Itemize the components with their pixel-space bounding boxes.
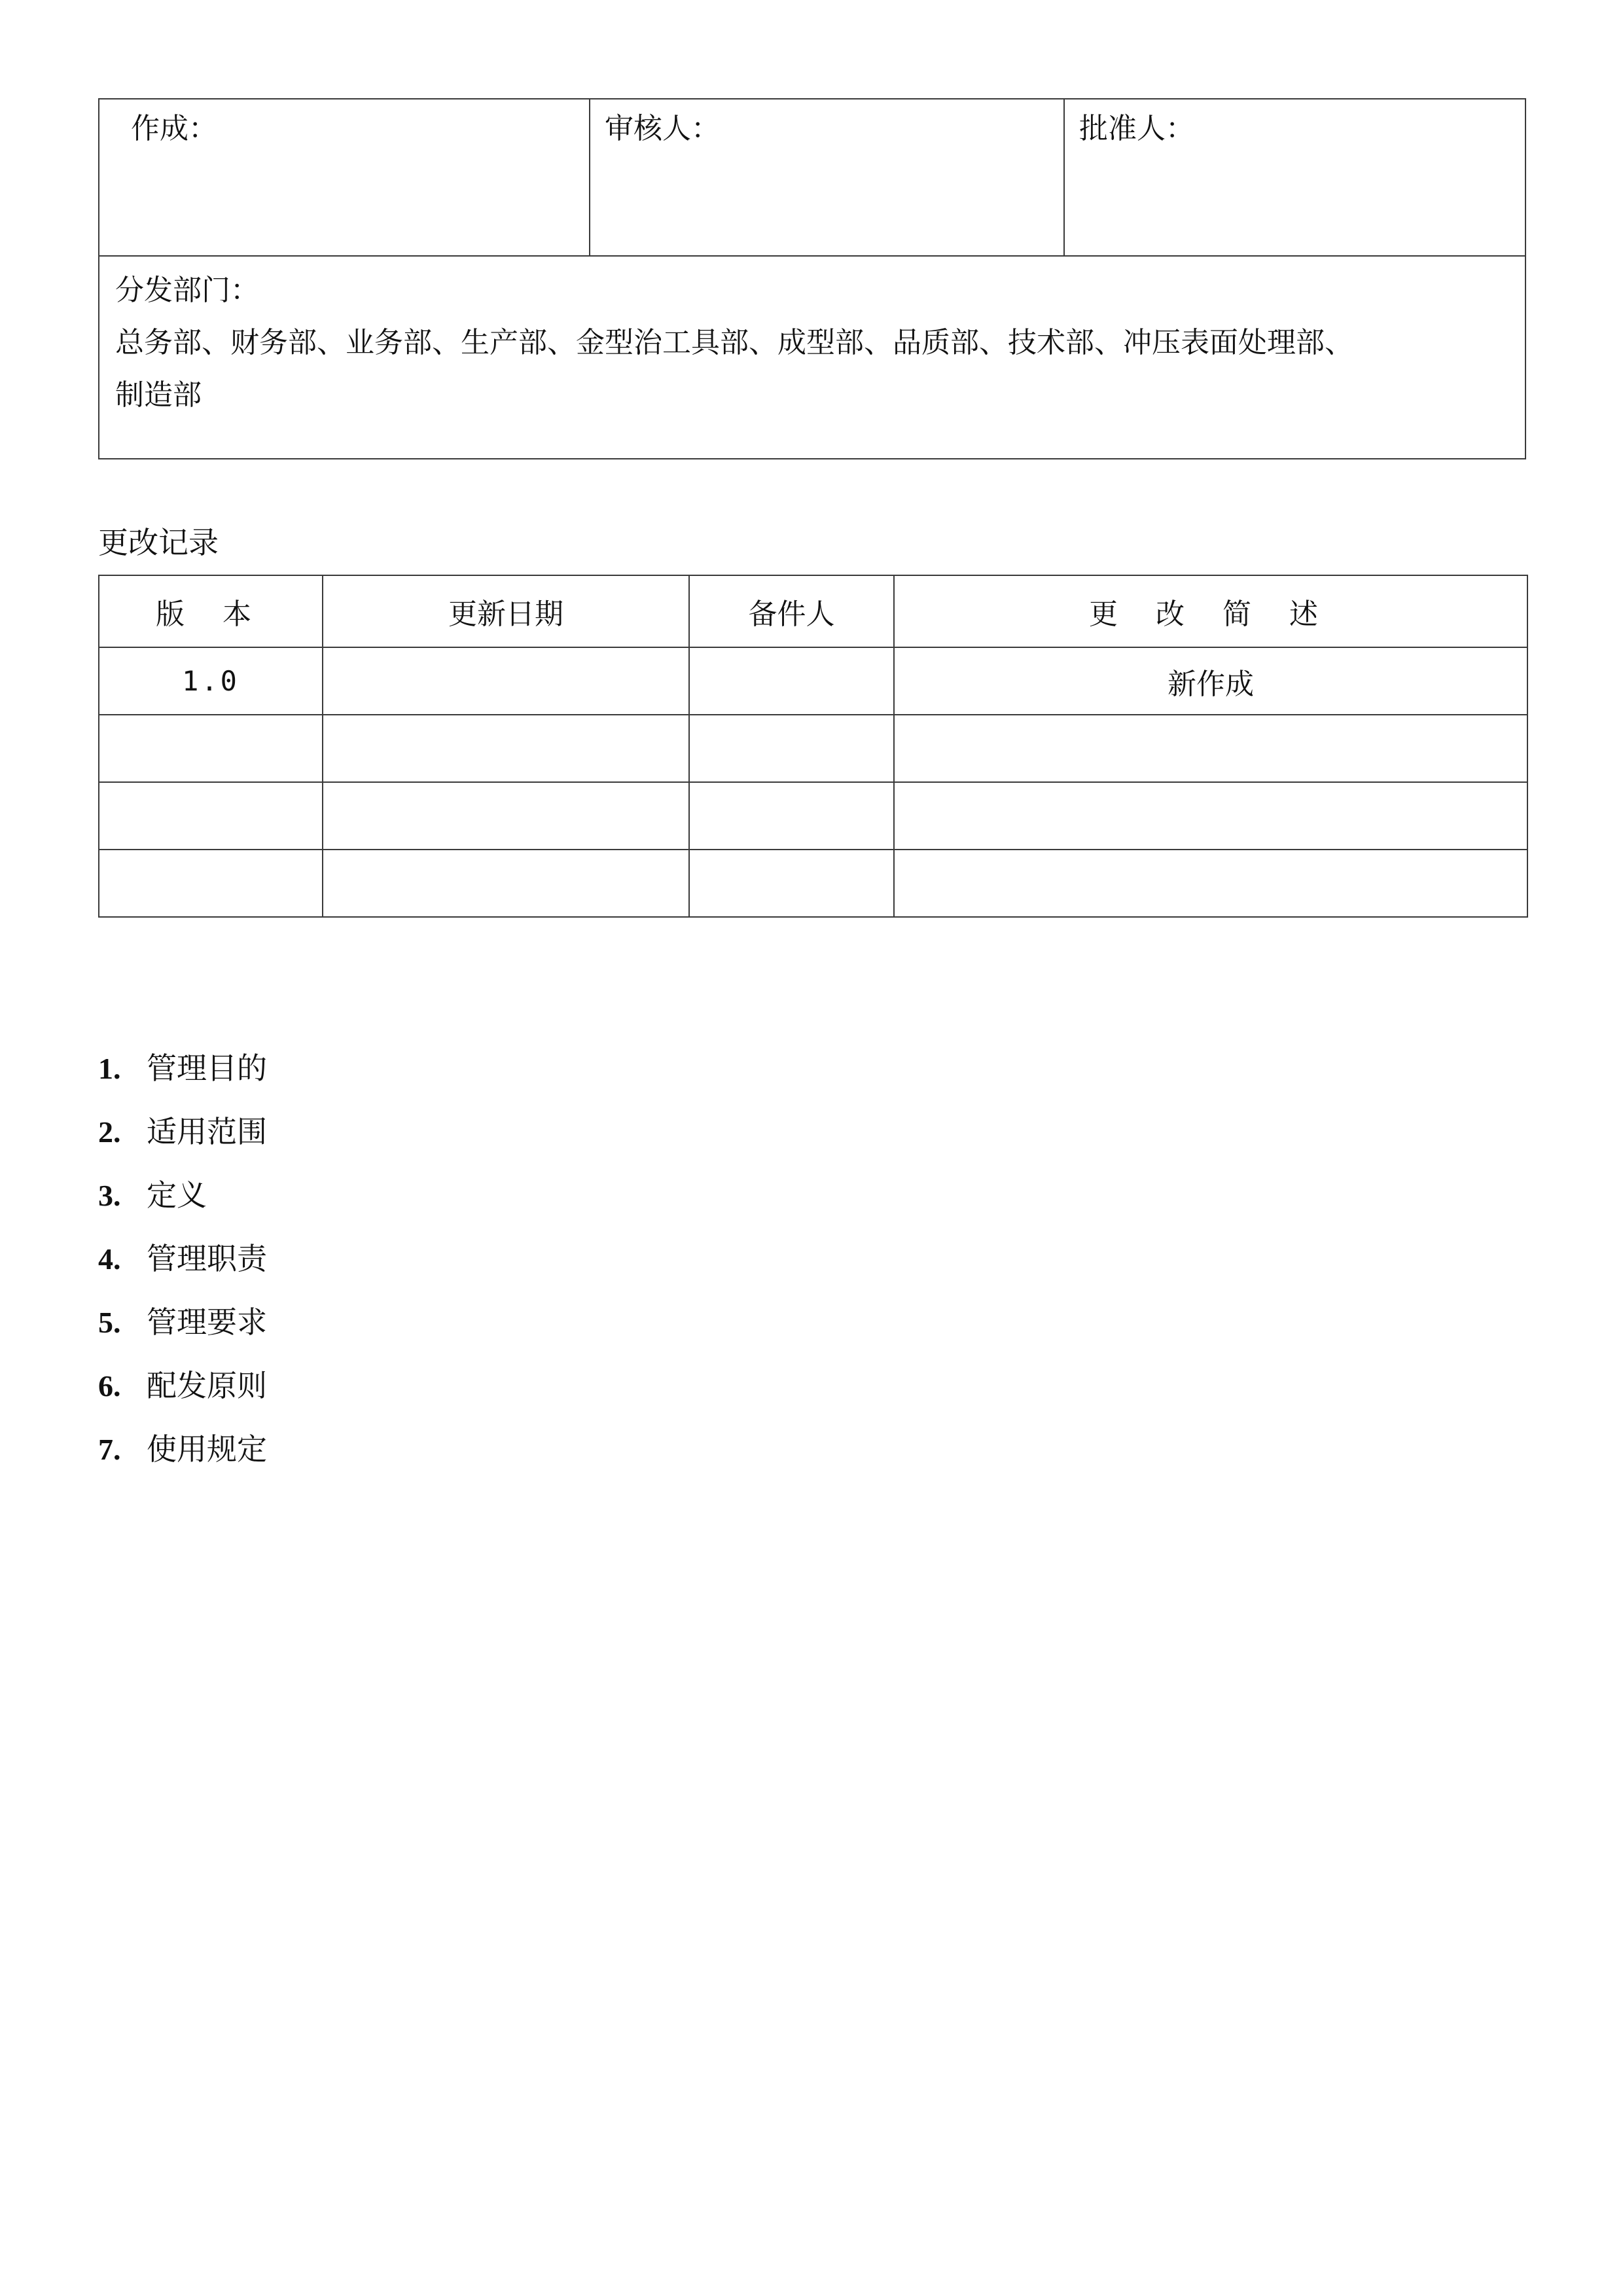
- reviewer-cell[interactable]: [590, 99, 1064, 256]
- distribution-row: [99, 256, 1525, 459]
- cell-remarks[interactable]: [689, 647, 894, 715]
- table-row: [99, 782, 1527, 850]
- list-item: [98, 1042, 267, 1105]
- change-record-header-row: [99, 575, 1527, 647]
- list-item: [98, 1423, 267, 1486]
- distribution-departments-line1: 总务部、财务部、业务部、生产部、金型治工具部、成型部、品质部、技术部、冲压表面处理部、: [115, 326, 1353, 359]
- signature-row: [99, 99, 1525, 256]
- header-date: 更新日期: [323, 575, 689, 647]
- distribution-cell: [99, 256, 1525, 459]
- list-item: [98, 1296, 267, 1359]
- section-title: 适用范围: [147, 1114, 267, 1149]
- section-number: 6.: [98, 1369, 121, 1403]
- section-number: 1.: [98, 1052, 121, 1085]
- section-number: 5.: [98, 1306, 121, 1339]
- cell-remarks[interactable]: [689, 782, 894, 850]
- section-title: 定义: [147, 1177, 207, 1213]
- section-title: 管理要求: [147, 1304, 267, 1340]
- cell-date[interactable]: [323, 715, 689, 782]
- cell-date[interactable]: [323, 647, 689, 715]
- section-number: 2.: [98, 1115, 121, 1149]
- cell-summary[interactable]: [894, 782, 1527, 850]
- cell-remarks[interactable]: [689, 850, 894, 917]
- header-version: 版 本: [99, 575, 323, 647]
- list-item: [98, 1169, 267, 1232]
- approver-label: 批准人：: [1079, 112, 1194, 145]
- section-title: 管理目的: [147, 1050, 267, 1086]
- cell-summary[interactable]: [894, 715, 1527, 782]
- list-item: [98, 1105, 267, 1169]
- table-row: [99, 850, 1527, 917]
- cell-version[interactable]: [99, 850, 323, 917]
- reviewer-label: 审核人：: [605, 112, 720, 145]
- cell-summary[interactable]: [894, 850, 1527, 917]
- cell-version[interactable]: [99, 715, 323, 782]
- section-number: 3.: [98, 1179, 121, 1212]
- section-title: 配发原则: [147, 1368, 267, 1403]
- change-record-title: 更改记录: [98, 525, 219, 560]
- approver-cell[interactable]: [1064, 99, 1525, 256]
- header-summary: 更 改 简 述: [894, 575, 1527, 647]
- author-label: 作成：: [131, 112, 217, 145]
- section-title: 使用规定: [147, 1431, 267, 1467]
- table-row: [99, 715, 1527, 782]
- cell-version[interactable]: [99, 782, 323, 850]
- section-number: 4.: [98, 1242, 121, 1276]
- section-title: 管理职责: [147, 1241, 267, 1276]
- distribution-label: 分发部门：: [115, 274, 259, 307]
- cell-version[interactable]: 1.0: [99, 647, 323, 715]
- section-number: 7.: [98, 1433, 121, 1466]
- cell-date[interactable]: [323, 850, 689, 917]
- approval-table: [98, 98, 1526, 459]
- cell-remarks[interactable]: [689, 715, 894, 782]
- distribution-departments-line2: 制造部: [115, 378, 202, 412]
- cell-date[interactable]: [323, 782, 689, 850]
- table-row: [99, 647, 1527, 715]
- cell-summary[interactable]: 新作成: [894, 647, 1527, 715]
- author-cell[interactable]: [99, 99, 590, 256]
- list-item: [98, 1359, 267, 1423]
- header-remarks: 备件人: [689, 575, 894, 647]
- change-record-table: [98, 575, 1528, 918]
- list-item: [98, 1232, 267, 1296]
- section-outline: [98, 1042, 267, 1486]
